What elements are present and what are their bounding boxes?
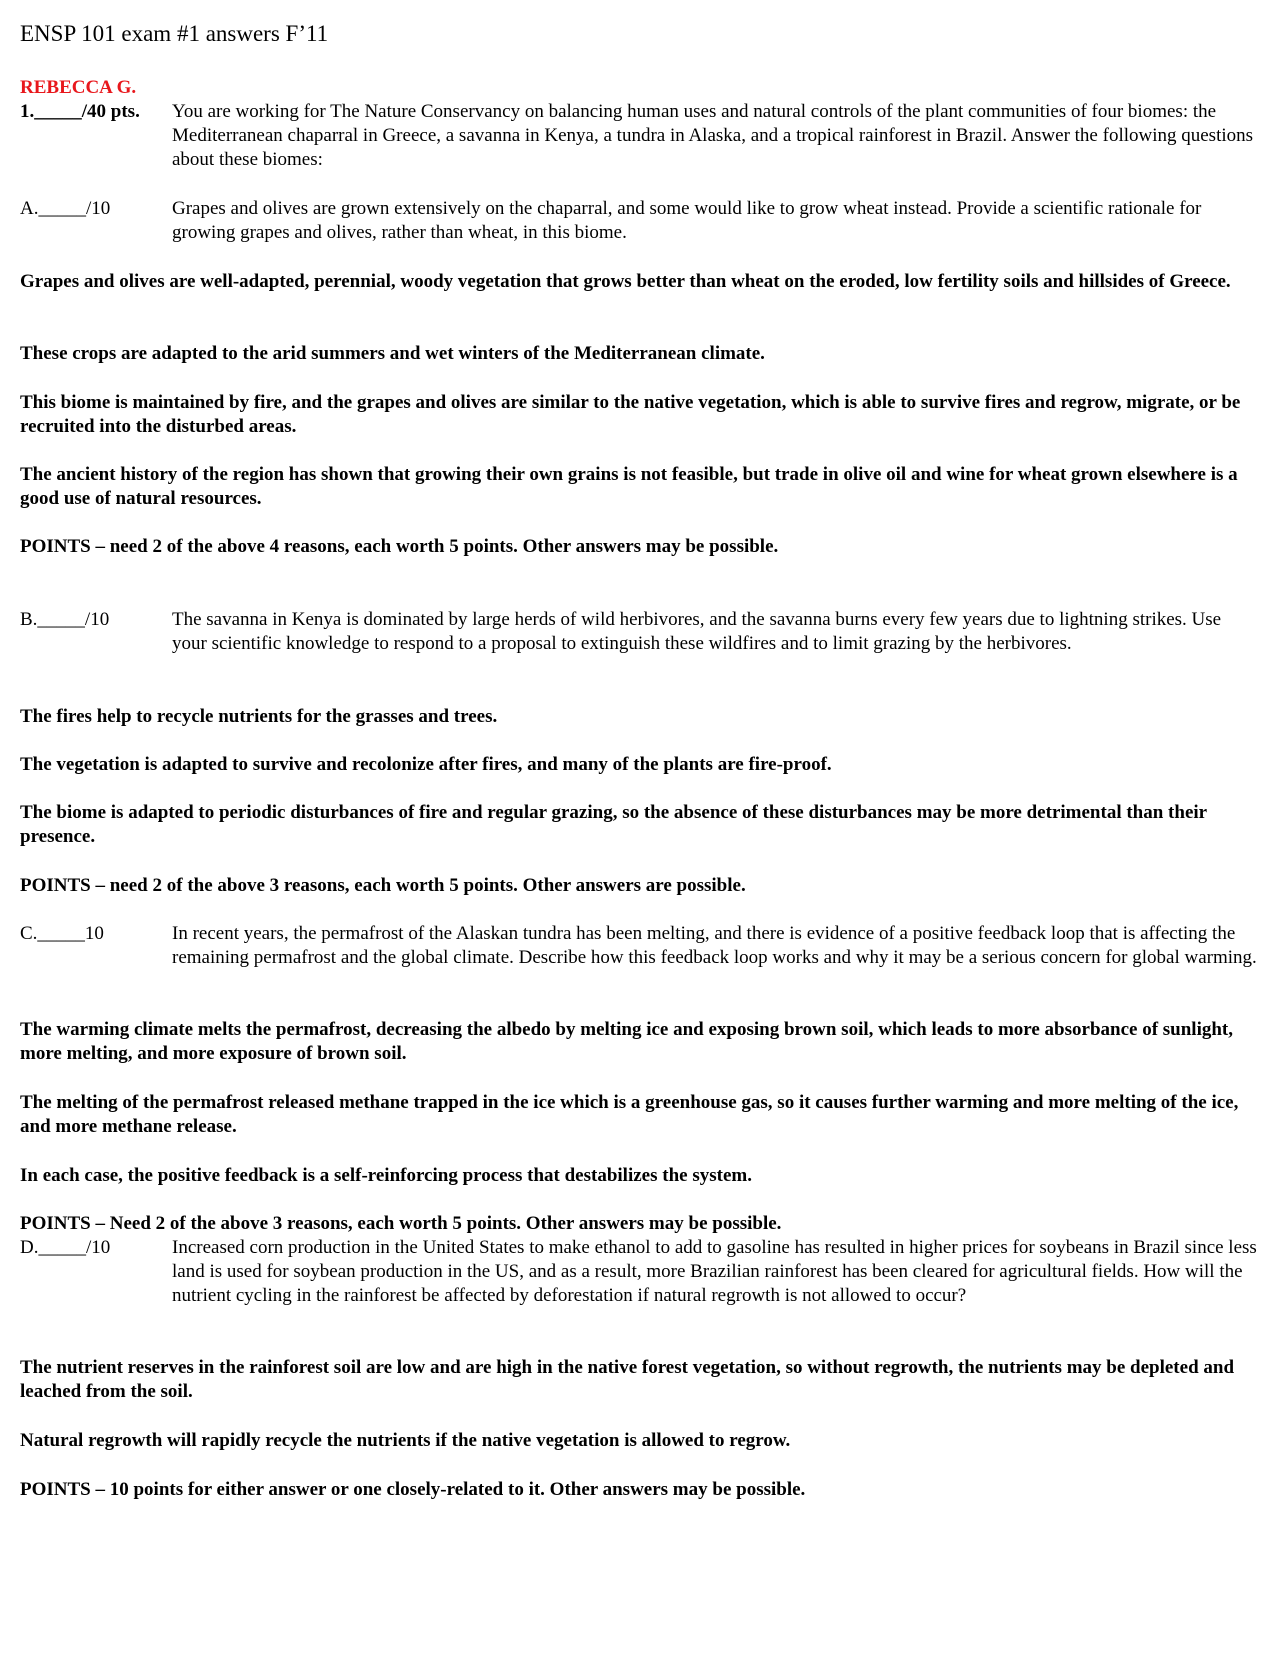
points-d: POINTS – 10 points for either answer or one closely-related to it. Other answers may be possible.	[20, 1479, 806, 1500]
question-1	[20, 100, 1260, 172]
answer-c-1: The warming climate melts the permafrost, decreasing the albedo by melting ice and exposing brown soil, which leads to more absorbance of sunlight, more melting, and more exposure of brown soil.	[20, 1019, 1233, 1064]
answer-a-4: The ancient history of the region has shown that growing their own grains is not feasible, but trade in olive oil and wine for wheat grown elsewhere is a good use of natural resources.	[20, 464, 1238, 509]
answer-a-1: Grapes and olives are well-adapted, perennial, woody vegetation that grows better than wheat on the eroded, low fertility soils and hillsides of Greece.	[20, 271, 1231, 292]
points-b: POINTS – need 2 of the above 3 reasons, each worth 5 points. Other answers are possible.	[20, 875, 746, 896]
question-b	[20, 608, 1260, 656]
answer-d-1: The nutrient reserves in the rainforest soil are low and are high in the native forest vegetation, so without regrowth, the nutrients may be depleted and leached from the soil.	[20, 1357, 1235, 1402]
question-c-text: In recent years, the permafrost of the Alaskan tundra has been melting, and there is evidence of a positive feedback loop that is affecting the remaining permafrost and the global climate. Describe how this feedback loop works and why it may be a serious concern for global warming.	[172, 923, 1257, 968]
answer-c-3: In each case, the positive feedback is a self-reinforcing process that destabilizes the system.	[20, 1165, 752, 1186]
answer-a-3: This biome is maintained by fire, and the grapes and olives are similar to the native vegetation, which is able to survive fires and regrow, migrate, or be recruited into the disturbed areas.	[20, 392, 1241, 437]
student-name: REBECCA G.	[20, 77, 137, 98]
question-b-text: The savanna in Kenya is dominated by large herds of wild herbivores, and the savanna burns every few years due to lightning strikes. Use your scientific knowledge to respond to a proposal to extinguish these wildfires and to limit grazing by the herbivores.	[172, 609, 1222, 654]
question-d	[20, 1236, 1260, 1308]
document-title: ENSP 101 exam #1 answers F’11	[20, 21, 329, 46]
question-d-score-label: D._____/10	[20, 1237, 111, 1258]
answer-b-3: The biome is adapted to periodic disturbances of fire and regular grazing, so the absence of these disturbances may be more detrimental than their presence.	[20, 802, 1207, 847]
answer-a-2: These crops are adapted to the arid summers and wet winters of the Mediterranean climate.	[20, 343, 765, 364]
question-a-text: Grapes and olives are grown extensively on the chaparral, and some would like to grow wheat instead. Provide a scientific rationale for growing grapes and olives, rather than wheat, in this biome.	[172, 198, 1202, 243]
answer-d-2: Natural regrowth will rapidly recycle the nutrients if the native vegetation is allowed to regrow.	[20, 1430, 791, 1451]
question-1-text: You are working for The Nature Conservancy on balancing human uses and natural controls of the plant communities of four biomes: the Mediterranean chaparral in Greece, a savanna in Kenya, a tundra in Alaska, and a tropical rainforest in Brazil. Answer the following questions about these biomes:	[172, 101, 1254, 170]
question-c	[20, 922, 1260, 970]
answer-b-2: The vegetation is adapted to survive and recolonize after fires, and many of the plants are fire-proof.	[20, 754, 832, 775]
question-a-score-label: A._____/10	[20, 198, 111, 219]
question-c-score-label: C._____10	[20, 923, 104, 944]
question-b-score-label: B._____/10	[20, 609, 110, 630]
answer-b-1: The fires help to recycle nutrients for the grasses and trees.	[20, 706, 498, 727]
answer-c-2: The melting of the permafrost released methane trapped in the ice which is a greenhouse gas, so it causes further warming and more melting of the ice, and more methane release.	[20, 1092, 1239, 1137]
points-c: POINTS – Need 2 of the above 3 reasons, each worth 5 points. Other answers may be possible.	[20, 1213, 782, 1234]
points-a: POINTS – need 2 of the above 4 reasons, each worth 5 points. Other answers may be possible.	[20, 536, 779, 557]
question-1-score-label: 1._____/40 pts.	[20, 101, 140, 122]
question-d-text: Increased corn production in the United States to make ethanol to add to gasoline has resulted in higher prices for soybeans in Brazil since less land is used for soybean production in the US, and as a result, more Brazilian rainforest has been cleared for agricultural fields. How will the nutrient cycling in the rainforest be affected by deforestation if natural regrowth is not allowed to occur?	[172, 1237, 1257, 1306]
question-a	[20, 197, 1260, 245]
